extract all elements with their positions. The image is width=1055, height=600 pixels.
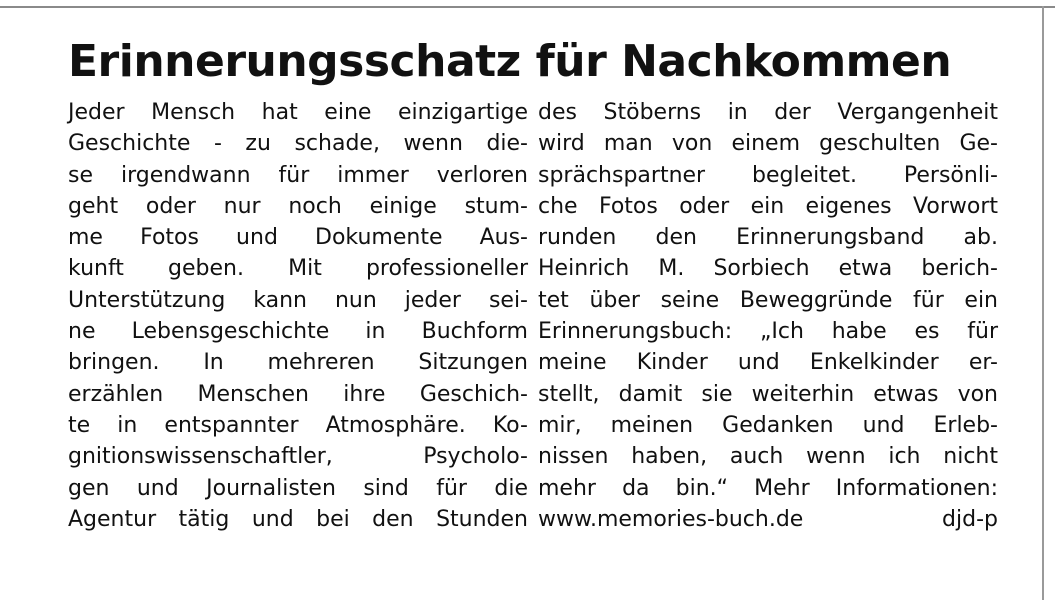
closing-line [538,504,998,535]
body-line: Agentur tätig und bei den Stunden [68,506,528,532]
body-line: Heinrich M. Sorbiech etwa berich- [538,256,998,282]
body-line: me Fotos und Dokumente Aus- [68,225,528,251]
body-line: sprächspartner begleitet. Persönli- [538,162,998,188]
body-line: Jeder Mensch hat eine einzigartige [68,100,528,125]
body-line: kunft geben. Mit professioneller [68,256,528,282]
body-line: wird man von einem geschulten Ge- [538,131,998,157]
right-border-rule [1042,6,1044,600]
body-line: ne Lebensgeschichte in Buchform [68,319,528,345]
body-line: stellt, damit sie weiterhin etwas von [538,381,998,407]
body-line: erzählen Menschen ihre Geschich- [68,381,528,407]
body-line: mir, meinen Gedanken und Erleb- [538,412,998,438]
body-line: nissen haben, auch wenn ich nicht [538,444,998,470]
article-headline: Erinnerungsschatz für Nachkommen [68,36,952,87]
body-line: Geschichte - zu schade, wenn die- [68,131,528,157]
body-line: meine Kinder und Enkelkinder er- [538,350,998,376]
body-line: mehr da bin.“ Mehr Informationen: [538,475,998,501]
body-line: gen und Journalisten sind für die [68,475,528,501]
body-line: Unterstützung kann nun jeder sei- [68,287,528,313]
body-line: Erinnerungsbuch: „Ich habe es für [538,319,998,345]
body-line: che Fotos oder ein eigenes Vorwort [538,193,998,219]
website-link[interactable]: www.memories-buch.de [538,506,804,532]
left-column [68,97,528,535]
right-column [538,97,998,535]
body-line: geht oder nur noch einige stum- [68,193,528,219]
body-line: bringen. In mehreren Sitzungen [68,350,528,376]
body-line: te in entspannter Atmosphäre. Ko- [68,412,528,438]
body-line: tet über seine Beweggründe für ein [538,287,998,313]
body-line: runden den Erinnerungsband ab. [538,225,998,251]
body-line: des Stöberns in der Vergangenheit [538,100,998,125]
top-border-rule [0,6,1055,8]
source-tag: djd-p [942,506,998,532]
body-line: gnitionswissenschaftler, Psycholo- [68,444,528,470]
body-line: se irgendwann für immer verloren [68,162,528,188]
